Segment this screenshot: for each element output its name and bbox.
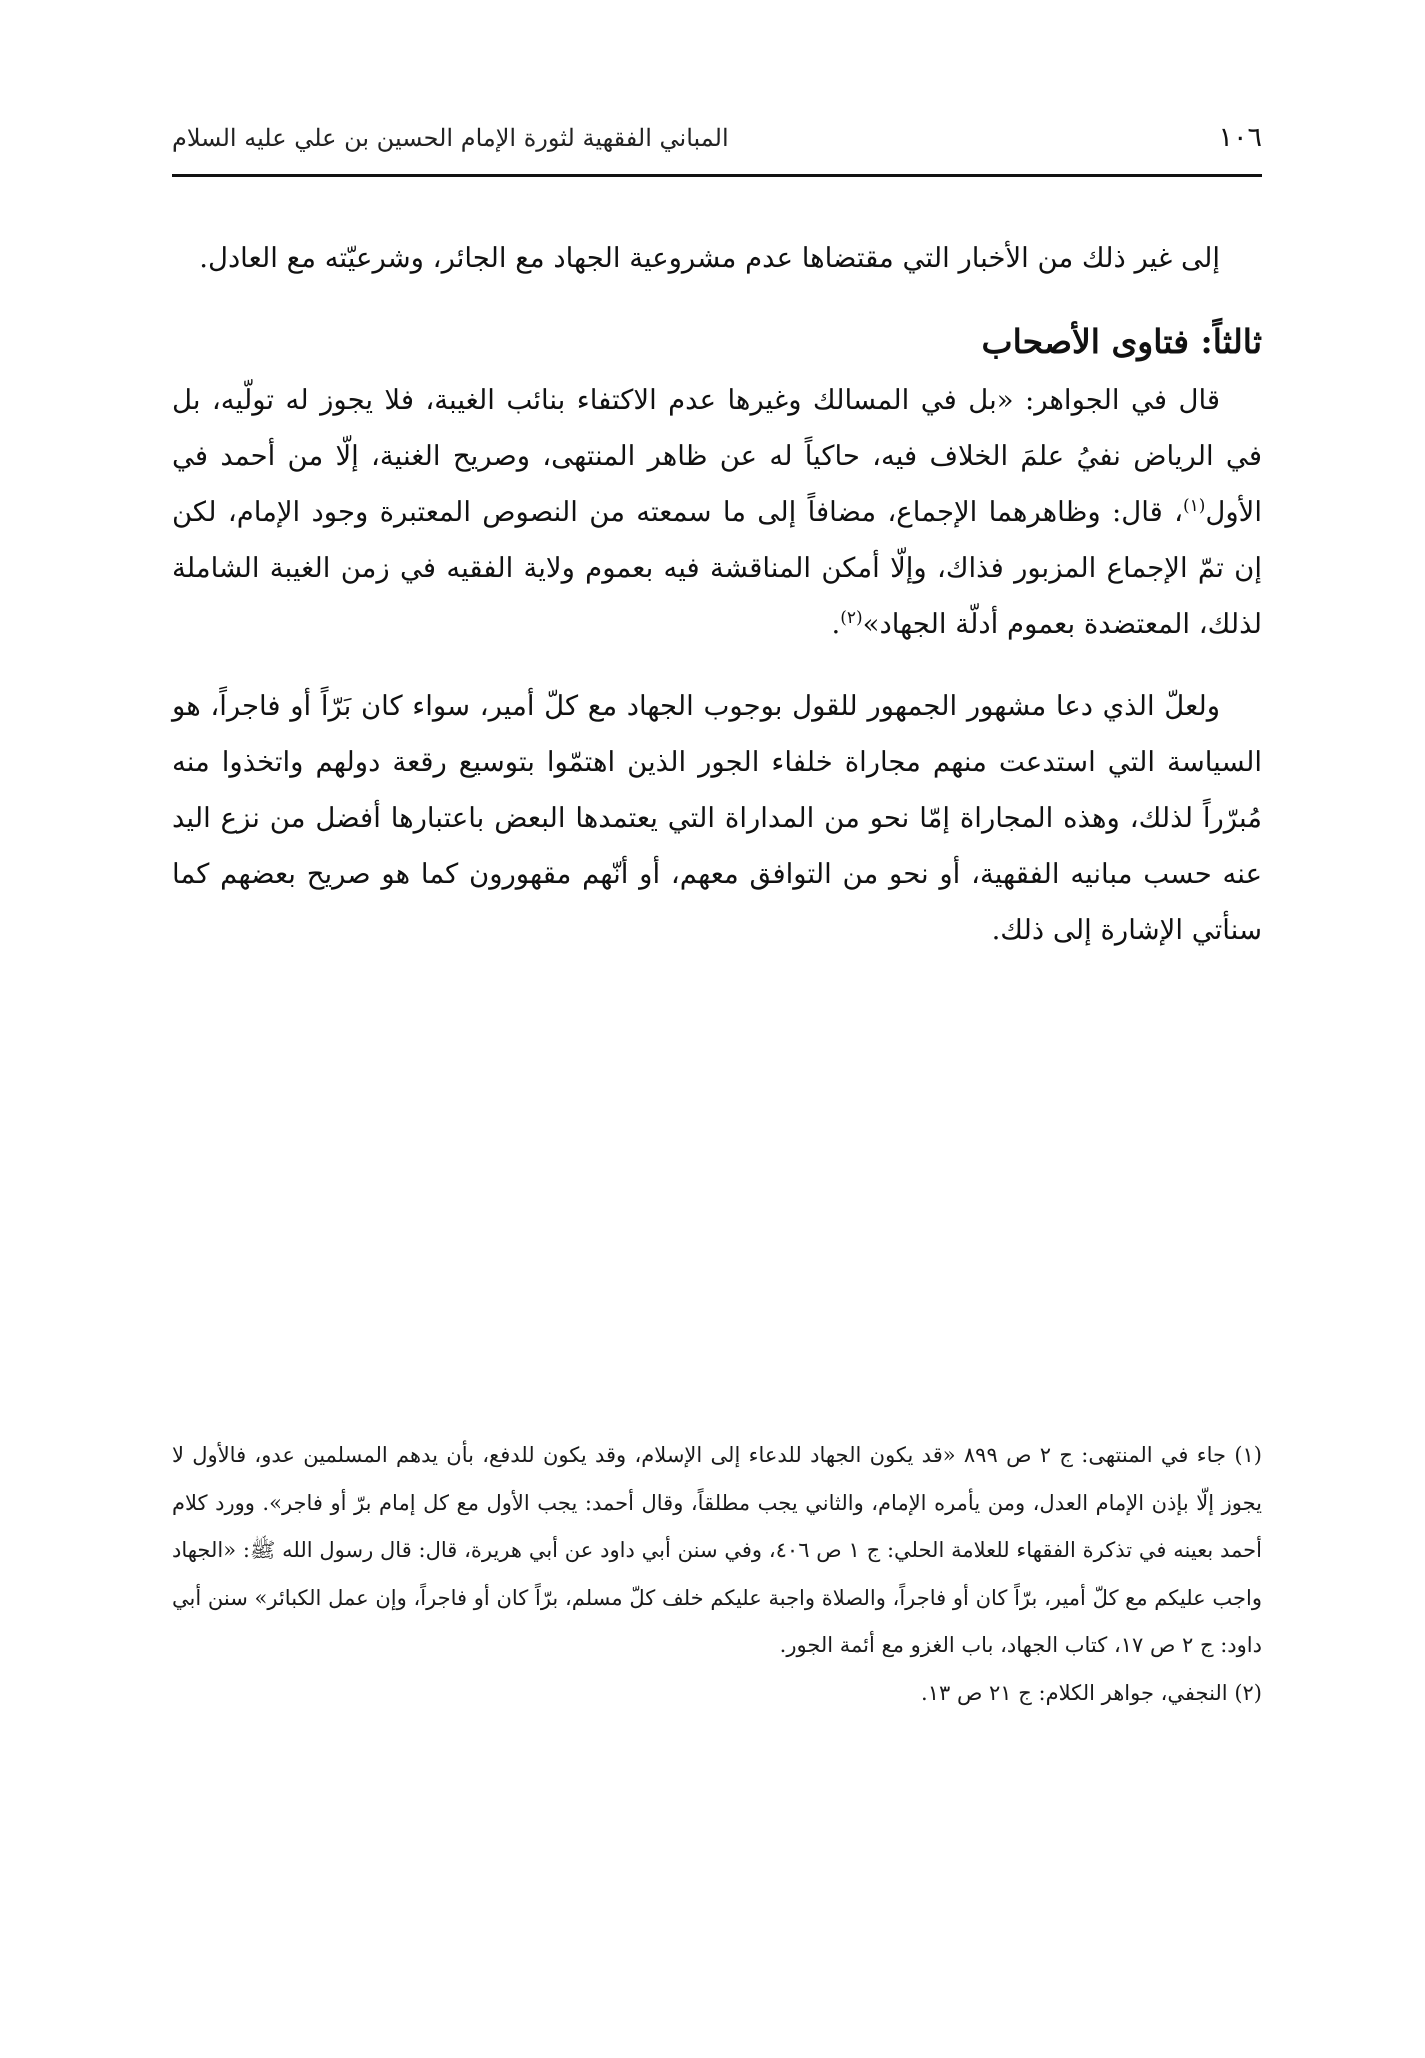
paragraph-2 [172,372,1262,652]
paragraph-1: إلى غير ذلك من الأخبار التي مقتضاها عدم مشروعية الجهاد مع الجائر، وشرعيّته مع العادل. [199,242,1220,274]
footnote-ref-1[interactable]: (١) [1182,495,1206,516]
footnote-1: (١) جاء في المنتهى: ج ٢ ص ٨٩٩ «قد يكون الجهاد للدعاء إلى الإسلام، وقد يكون للدفع، بأن يدهم المسلمين عدو، فالأول لا يجوز إلّا بإذن الإمام العدل، ومن يأمره الإمام، والثاني يجب مطلقاً، وقال أحمد: يجب الأول مع كل إمام برّ أو فاجر». وورد كلام أحمد بعينه في تذكرة الفقهاء للعلامة الحلي: ج ١ ص ٤٠٦، وفي سنن أبي داود عن أبي هريرة، قال: قال رسول الله ﷺ: «الجهاد واجب عليكم مع كلّ أمير، برّاً كان أو فاجراً، والصلاة واجبة عليكم خلف كلّ مسلم، برّاً كان أو فاجراً، وإن عمل الكبائر» سنن أبي داود: ج ٢ ص ١٧، كتاب الجهاد، باب الغزو مع أئمة الجور. [172,1443,1262,1657]
footnote-2: (٢) النجفي، جواهر الكلام: ج ٢١ ص ١٣. [921,1680,1262,1705]
paragraph-2-text: قال في الجواهر: «بل في المسالك وغيرها عدم الاكتفاء بنائب الغيبة، فلا يجوز له تولّيه، بل في الرياض نفيُ علمَ الخلاف فيه، حاكياً له عن ظاهر المنتهى، وصريح الغنية، إلّا من أحمد في الأول [172,384,1262,528]
page-number: ١٠٦ [1218,122,1262,153]
main-text [172,230,1262,980]
paragraph-2-text-continued: ، قال: وظاهرهما الإجماع، مضافاً إلى ما سمعته من النصوص المعتبرة وجود الإمام، لكن إن تمّ الإجماع المزبور فذاك، وإلّا أمكن المناقشة فيه بعموم ولاية الفقيه في زمن الغيبة الشاملة لذلك، المعتضدة بعموم أدلّة الجهاد» [172,496,1262,640]
running-title: المباني الفقهية لثورة الإمام الحسين بن علي عليه السلام [172,124,729,152]
footnote-ref-2[interactable]: (٢) [840,607,863,628]
paragraph-2-end: . [831,608,841,640]
paragraph-3: ولعلّ الذي دعا مشهور الجمهور للقول بوجوب الجهاد مع كلّ أمير، سواء كان بَرّاً أو فاجراً، هو السياسة التي استدعت منهم مجاراة خلفاء الجور الذين اهتمّوا بتوسيع رقعة دولهم واتخذوا منه مُبرّراً لذلك، وهذه المجاراة إمّا نحو من المداراة التي يعتمدها البعض باعتبارها أفضل من نزع اليد عنه حسب مبانيه الفقهية، أو نحو من التوافق معهم، أو أنّهم مقهورون كما هو صريح بعضهم كما سنأتي الإشارة إلى ذلك. [172,690,1262,946]
header-rule [172,174,1262,177]
footnotes [172,1432,1262,1717]
section-heading: ثالثاً: فتاوى الأصحاب [981,322,1262,361]
page-header [172,118,1262,158]
